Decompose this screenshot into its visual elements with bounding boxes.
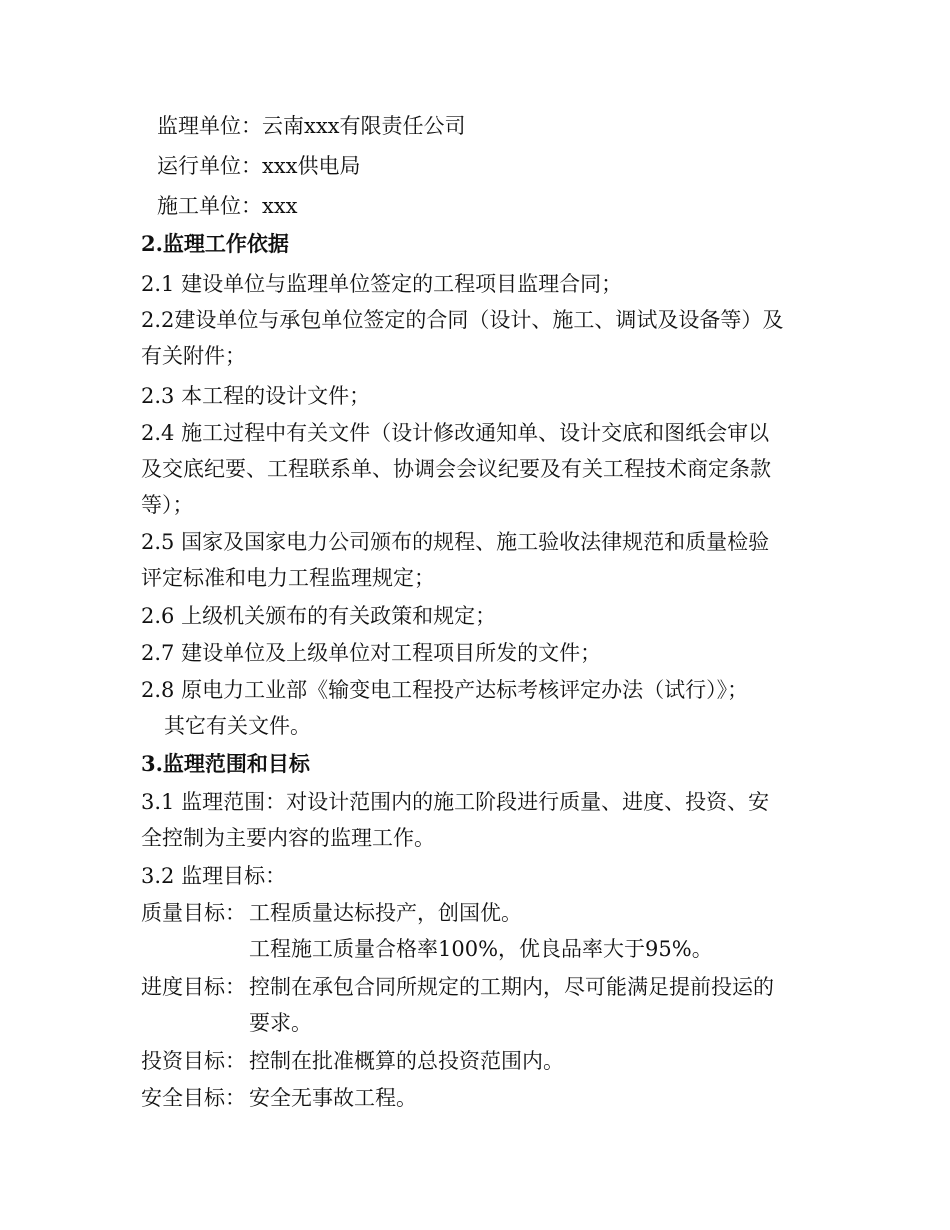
quality-goal-text: 工程质量达标投产，创国优。: [249, 901, 522, 925]
basis-line: 2.4 施工过程中有关文件（设计修改通知单、设计交底和图纸会审以: [141, 421, 770, 445]
basis-line: 等）；: [141, 493, 194, 517]
schedule-goal-continuation: 要求。: [249, 1011, 312, 1035]
basis-line: 评定标准和电力工程监理规定；: [141, 566, 435, 590]
section-2-heading: 2.监理工作依据: [141, 231, 289, 256]
quality-goal-detail: 工程施工质量合格率100%，优良品率大于95%。: [249, 937, 713, 961]
quality-goal-line: [141, 893, 831, 933]
basis-line: 2.5 国家及国家电力公司颁布的规程、施工验收法律规范和质量检验: [141, 530, 770, 554]
basis-line: 2.2建设单位与承包单位签定的合同（设计、施工、调试及设备等）及: [141, 308, 784, 332]
goals-heading: 3.2 监理目标：: [141, 864, 287, 888]
safety-goal-label: 安全目标：: [141, 1086, 246, 1110]
construction-unit-line: 施工单位：xxx: [157, 194, 298, 218]
basis-line: 2.8 原电力工业部《输变电工程投产达标考核评定办法（试行）》；: [141, 678, 749, 702]
supervision-unit-line: 监理单位：云南xxx有限责任公司: [157, 114, 466, 138]
safety-goal-text: 安全无事故工程。: [249, 1086, 417, 1110]
basis-line: 2.1 建设单位与监理单位签定的工程项目监理合同；: [141, 272, 623, 296]
basis-line: 2.3 本工程的设计文件；: [141, 384, 371, 408]
investment-goal-label: 投资目标：: [141, 1049, 246, 1073]
operation-unit-line: 运行单位：xxx供电局: [157, 154, 361, 178]
investment-goal-line: [141, 1041, 831, 1081]
safety-goal-line: [141, 1078, 831, 1118]
scope-line: 3.1 监理范围：对设计范围内的施工阶段进行质量、进度、投资、安: [141, 790, 770, 814]
basis-line: 2.7 建设单位及上级单位对工程项目所发的文件；: [141, 641, 602, 665]
schedule-goal-text: 控制在承包合同所规定的工期内，尽可能满足提前投运的: [249, 975, 774, 999]
section-3-heading: 3.监理范围和目标: [141, 751, 310, 776]
schedule-goal-label: 进度目标：: [141, 975, 246, 999]
basis-line: 及交底纪要、工程联系单、协调会会议纪要及有关工程技术商定条款: [141, 457, 771, 481]
schedule-goal-line: [141, 967, 831, 1007]
basis-line: 有关附件；: [141, 344, 246, 368]
basis-line: 2.6 上级机关颁布的有关政策和规定；: [141, 604, 497, 628]
quality-goal-label: 质量目标：: [141, 901, 246, 925]
investment-goal-text: 控制在批准概算的总投资范围内。: [249, 1049, 564, 1073]
other-documents-line: 其它有关文件。: [164, 714, 311, 738]
scope-line: 全控制为主要内容的监理工作。: [141, 826, 435, 850]
